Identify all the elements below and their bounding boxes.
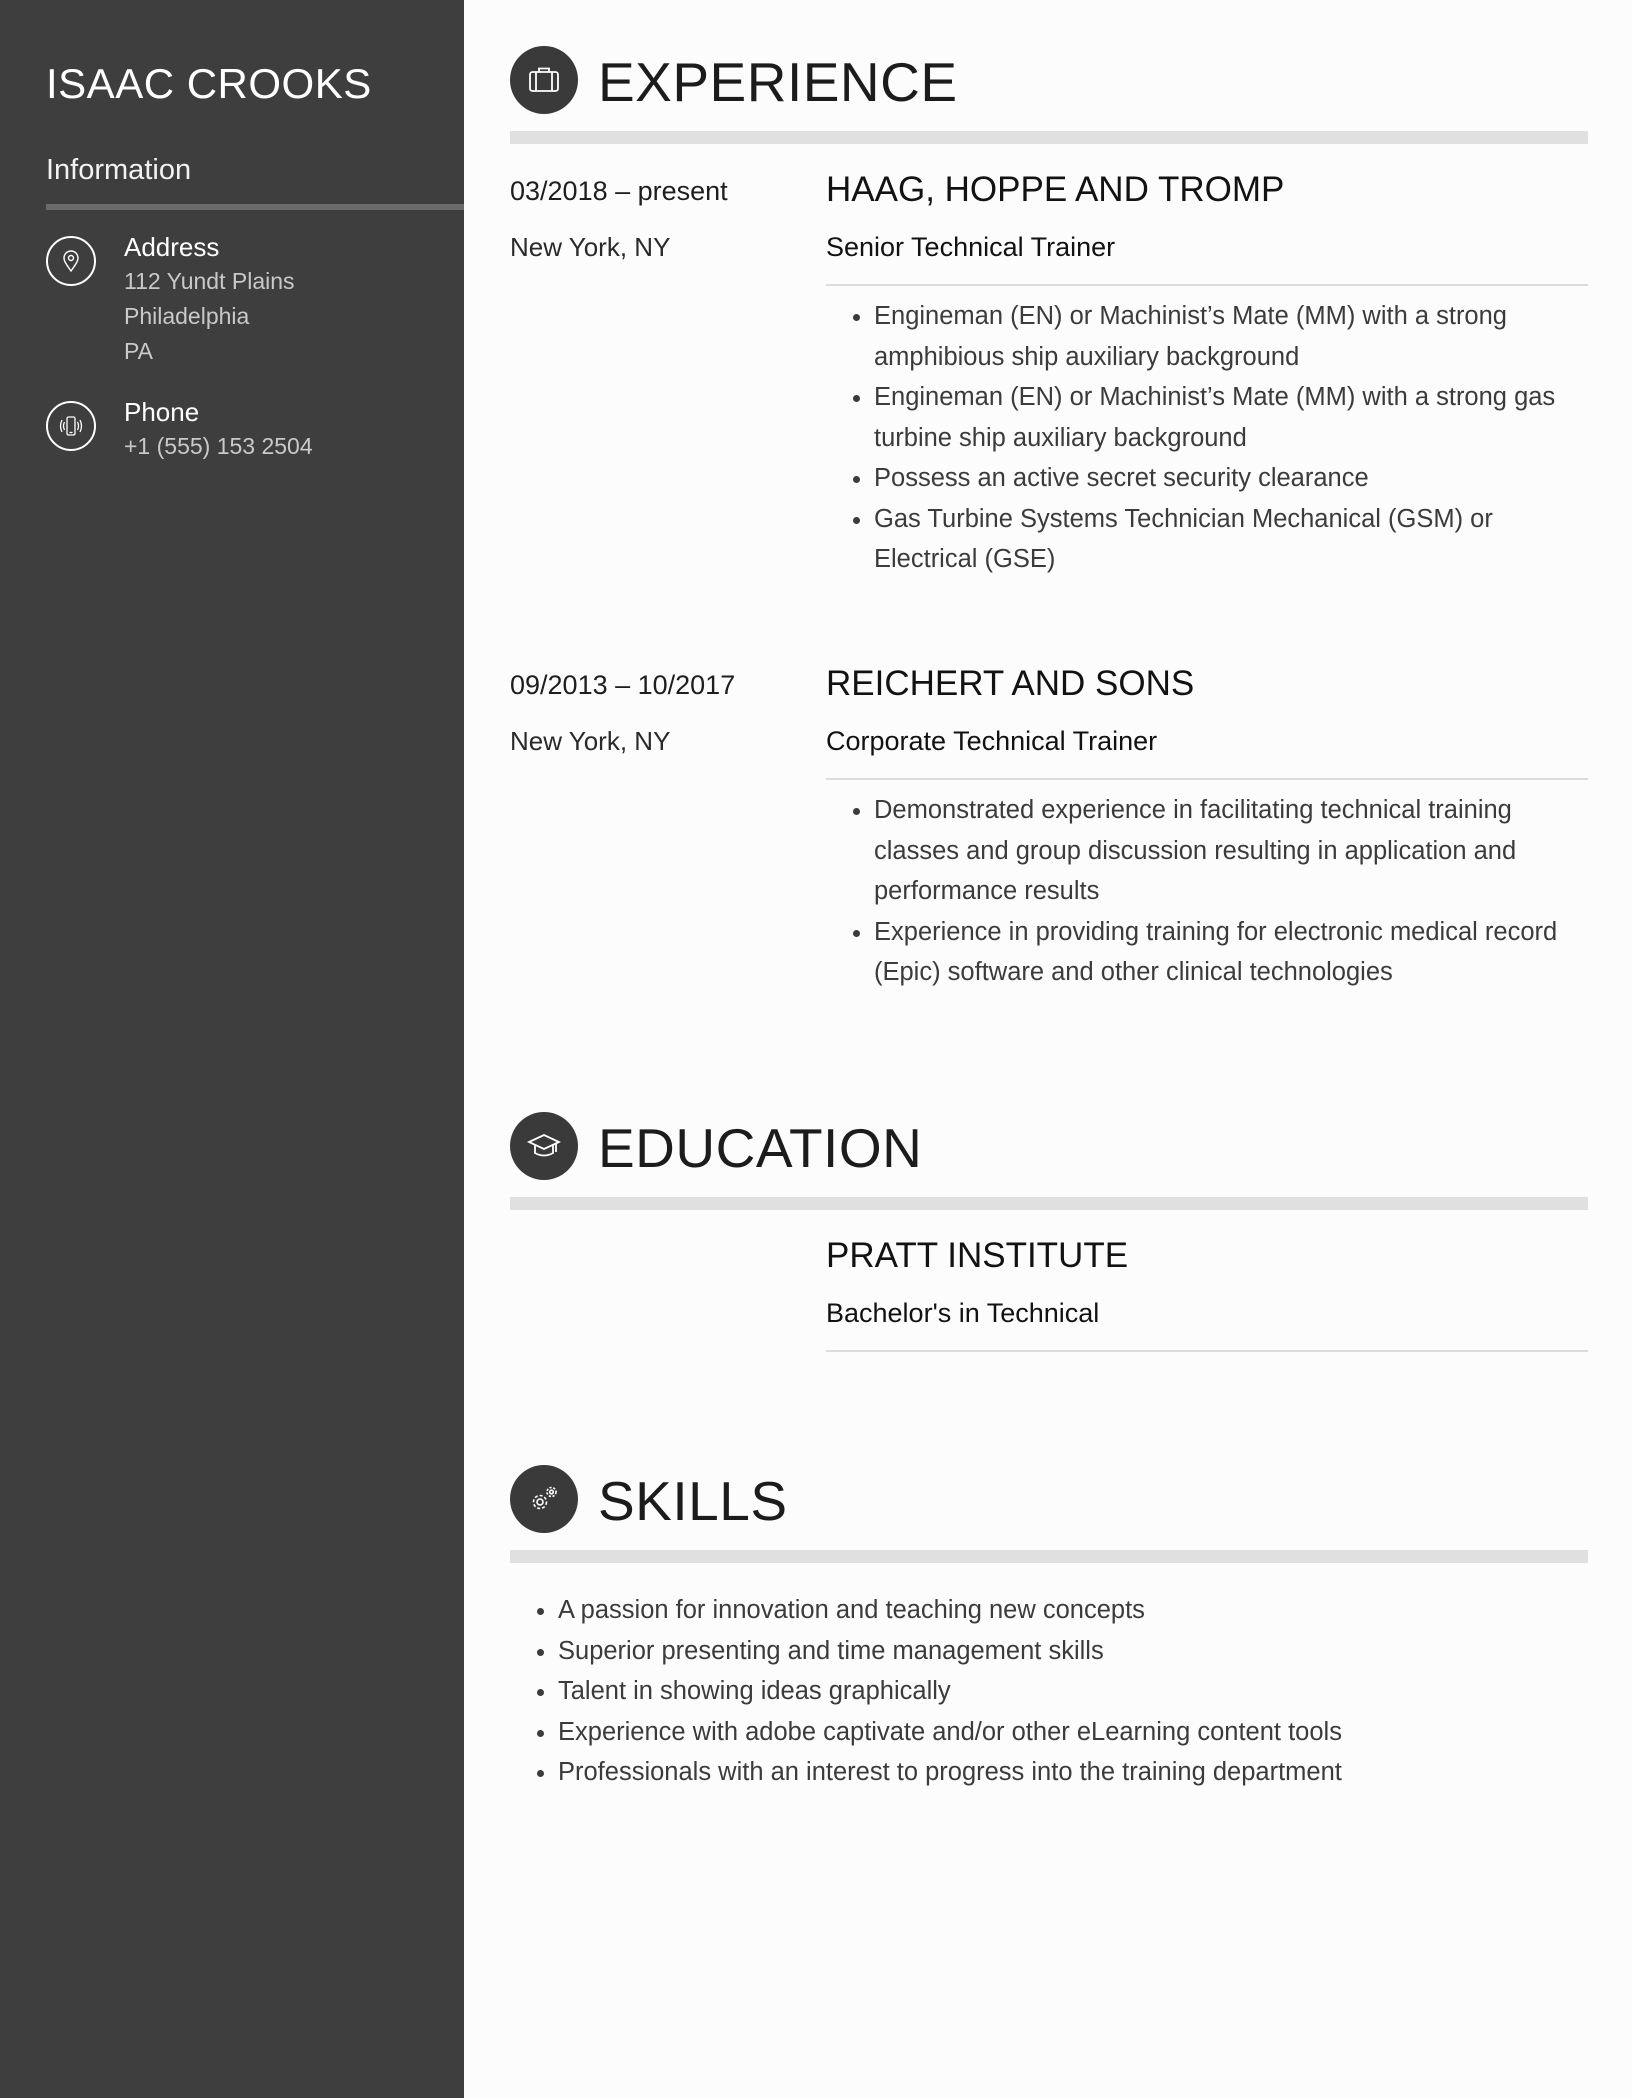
graduation-cap-icon (510, 1112, 578, 1180)
address-line: Philadelphia (124, 303, 250, 329)
phone-number: +1 (555) 153 2504 (124, 433, 313, 459)
mobile-phone-icon (46, 401, 96, 451)
list-item: • Possess an active secret security clearance (874, 458, 1588, 499)
candidate-name: ISAAC CROOKS (46, 60, 372, 107)
education-title: EDUCATION (598, 1117, 923, 1179)
list-item: • Experience with adobe captivate and/or other eLearning content tools (558, 1712, 1588, 1753)
job-company: REICHERT AND SONS (826, 664, 1195, 703)
job-role: Senior Technical Trainer (826, 232, 1116, 262)
section-divider (510, 131, 1588, 144)
experience-title: EXPERIENCE (598, 51, 958, 113)
list-item: • Engineman (EN) or Machinist’s Mate (MM) with a strong gas turbine ship auxiliary background (874, 377, 1588, 458)
job-dates: 03/2018 – present (510, 176, 728, 206)
section-divider (510, 1550, 1588, 1563)
sidebar (0, 0, 464, 2098)
address-label: Address (124, 232, 220, 262)
job-location: New York, NY (510, 232, 671, 262)
information-divider (46, 204, 464, 210)
address-line: 112 Yundt Plains (124, 268, 295, 294)
job-divider (826, 284, 1588, 286)
job-bullets (826, 790, 1588, 993)
phone-label: Phone (124, 397, 200, 427)
skills-section-header (510, 1465, 1588, 1565)
list-item: • Superior presenting and time management skills (558, 1631, 1588, 1672)
job-location: New York, NY (510, 726, 671, 756)
section-divider (510, 1197, 1588, 1210)
degree: Bachelor's in Technical (826, 1298, 1100, 1328)
education-section-header (510, 1112, 1588, 1212)
job-dates: 09/2013 – 10/2017 (510, 670, 736, 700)
list-item: • Experience in providing training for electronic medical record (Epic) software and other clinical technologies (874, 912, 1588, 993)
list-item: • A passion for innovation and teaching new concepts (558, 1590, 1588, 1631)
address-line: PA (124, 338, 153, 364)
skills-title: SKILLS (598, 1470, 788, 1532)
list-item: • Professionals with an interest to progress into the training department (558, 1752, 1588, 1793)
briefcase-icon (510, 46, 578, 114)
list-item: • Demonstrated experience in facilitating technical training classes and group discussion resulting in application and performance results (874, 790, 1588, 912)
list-item: • Talent in showing ideas graphically (558, 1671, 1588, 1712)
experience-section-header (510, 46, 1588, 146)
list-item: • Gas Turbine Systems Technician Mechanical (GSM) or Electrical (GSE) (874, 499, 1588, 580)
job-company: HAAG, HOPPE AND TROMP (826, 170, 1285, 209)
gears-icon (510, 1465, 578, 1533)
school-name: PRATT INSTITUTE (826, 1236, 1129, 1275)
education-divider (826, 1350, 1588, 1352)
job-divider (826, 778, 1588, 780)
information-heading: Information (46, 154, 192, 186)
list-item: • Engineman (EN) or Machinist’s Mate (MM) with a strong amphibious ship auxiliary background (874, 296, 1588, 377)
job-role: Corporate Technical Trainer (826, 726, 1158, 756)
skills-list (510, 1590, 1588, 1793)
map-pin-icon (46, 236, 96, 286)
job-bullets (826, 296, 1588, 580)
